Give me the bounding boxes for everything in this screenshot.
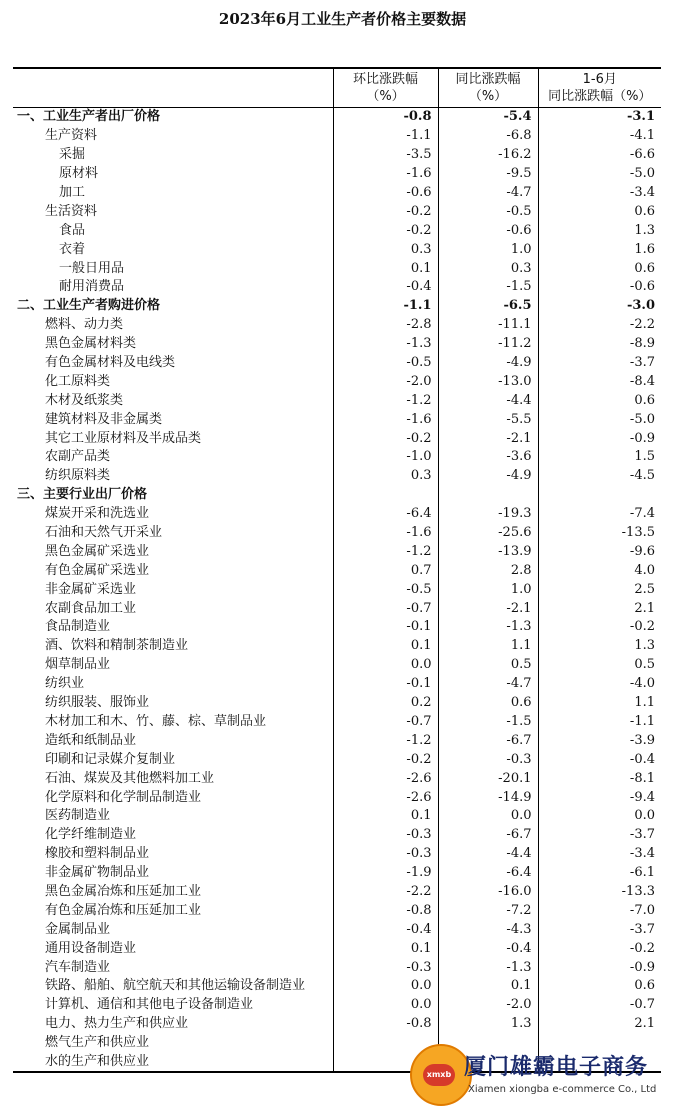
row-ytd-value: -9.6: [538, 542, 661, 561]
table-row: [13, 580, 661, 599]
row-ytd-value: 0.0: [538, 807, 661, 826]
row-mom-value: -1.2: [333, 391, 438, 410]
row-label: 黑色金属冶炼和压延加工业: [45, 883, 202, 899]
company-watermark: [388, 1040, 685, 1112]
row-ytd-value: 1.5: [538, 448, 661, 467]
watermark-company-name: 厦门雄霸电子商务: [464, 1055, 649, 1080]
row-label: 生产资料: [45, 128, 98, 144]
row-label: 农副食品加工业: [45, 600, 137, 616]
row-yoy-value: -0.6: [438, 221, 538, 240]
row-mom-value: -0.3: [333, 826, 438, 845]
row-label: 化学原料和化学制品制造业: [45, 789, 202, 805]
row-mom-value: 0.0: [333, 977, 438, 996]
row-mom-value: -0.2: [333, 202, 438, 221]
row-mom-value: -0.4: [333, 920, 438, 939]
row-label: 燃气生产和供应业: [45, 1035, 150, 1051]
table-row: [13, 713, 661, 732]
row-yoy-value: [438, 486, 538, 505]
row-mom-value: -1.2: [333, 542, 438, 561]
row-label: 石油和天然气开采业: [45, 525, 163, 541]
row-mom-value: -0.1: [333, 618, 438, 637]
row-yoy-value: -25.6: [438, 524, 538, 543]
row-ytd-value: 4.0: [538, 561, 661, 580]
row-yoy-value: -4.9: [438, 467, 538, 486]
row-yoy-value: -1.5: [438, 713, 538, 732]
row-yoy-value: -7.2: [438, 901, 538, 920]
row-yoy-value: -13.9: [438, 542, 538, 561]
table-row: [13, 694, 661, 713]
row-label: 橡胶和塑料制品业: [45, 846, 150, 862]
row-ytd-value: -13.5: [538, 524, 661, 543]
row-ytd-value: -0.2: [538, 618, 661, 637]
row-mom-value: -0.8: [333, 1015, 438, 1034]
table-row: [13, 807, 661, 826]
row-yoy-value: -1.3: [438, 618, 538, 637]
table-row: [13, 202, 661, 221]
row-label: 化工原料类: [45, 373, 111, 389]
row-yoy-value: 0.0: [438, 807, 538, 826]
row-yoy-value: -5.4: [438, 108, 538, 127]
table-row: [13, 505, 661, 524]
row-mom-value: -1.6: [333, 410, 438, 429]
row-yoy-value: -2.1: [438, 429, 538, 448]
row-label: 纺织业: [45, 676, 85, 692]
row-label: 化学纤维制造业: [45, 827, 137, 843]
row-mom-value: -1.6: [333, 524, 438, 543]
table-row: [13, 939, 661, 958]
row-mom-value: [333, 486, 438, 505]
row-mom-value: -1.9: [333, 864, 438, 883]
row-mom-value: -2.6: [333, 788, 438, 807]
row-mom-value: -2.0: [333, 372, 438, 391]
table-body: [13, 108, 661, 1073]
row-yoy-value: -6.8: [438, 127, 538, 146]
row-mom-value: 0.1: [333, 939, 438, 958]
table-row: [13, 561, 661, 580]
table-row: [13, 486, 661, 505]
header-yoy-label: 同比涨跌幅: [455, 72, 521, 87]
row-label: 非金属矿物制品业: [45, 865, 150, 881]
row-yoy-value: -6.5: [438, 297, 538, 316]
table-row: [13, 656, 661, 675]
row-mom-value: -0.7: [333, 599, 438, 618]
row-label: 有色金属材料及电线类: [45, 355, 176, 371]
row-mom-value: -2.2: [333, 883, 438, 902]
header-mom: [333, 68, 438, 108]
row-mom-value: 0.7: [333, 561, 438, 580]
header-mom-label: 环比涨跌幅: [352, 72, 418, 87]
row-mom-value: -1.3: [333, 335, 438, 354]
table-row: [13, 996, 661, 1015]
row-mom-value: 0.1: [333, 259, 438, 278]
row-label: 一、工业生产者出厂价格: [17, 109, 161, 125]
row-mom-value: -0.6: [333, 184, 438, 203]
table-row: [13, 958, 661, 977]
row-mom-value: -2.6: [333, 769, 438, 788]
table-row: [13, 184, 661, 203]
row-label: 耐用消费品: [59, 279, 125, 295]
row-mom-value: -0.5: [333, 580, 438, 599]
row-ytd-value: -9.4: [538, 788, 661, 807]
row-ytd-value: [538, 486, 661, 505]
row-label: 二、工业生产者购进价格: [17, 298, 161, 314]
row-label: 黑色金属材料类: [45, 336, 137, 352]
table-row: [13, 240, 661, 259]
row-label: 金属制品业: [45, 921, 111, 937]
row-mom-value: -1.6: [333, 165, 438, 184]
row-label: 水的生产和供应业: [13, 1053, 333, 1073]
row-label: 烟草制品业: [45, 657, 111, 673]
table-row: [13, 429, 661, 448]
table-row: [13, 845, 661, 864]
row-ytd-value: -13.3: [538, 883, 661, 902]
table-row: [13, 920, 661, 939]
row-ytd-value: 2.5: [538, 580, 661, 599]
row-ytd-value: -3.4: [538, 184, 661, 203]
row-label: 加工: [59, 185, 86, 200]
row-ytd-value: -4.1: [538, 127, 661, 146]
row-mom-value: -1.1: [333, 127, 438, 146]
table-row: [13, 316, 661, 335]
table-row: [13, 826, 661, 845]
row-label: 食品: [59, 222, 86, 238]
table-row: [13, 297, 661, 316]
row-label: 铁路、船舶、航空航天和其他运输设备制造业: [45, 978, 306, 994]
row-yoy-value: -16.0: [438, 883, 538, 902]
row-ytd-value: 0.6: [538, 259, 661, 278]
row-yoy-value: -6.7: [438, 731, 538, 750]
row-ytd-value: -8.1: [538, 769, 661, 788]
row-yoy-value: -20.1: [438, 769, 538, 788]
row-label: 电力、热力生产和供应业: [45, 1016, 189, 1032]
row-yoy-value: -13.0: [438, 372, 538, 391]
row-ytd-value: 2.1: [538, 1015, 661, 1034]
table-row: [13, 750, 661, 769]
row-yoy-value: -4.7: [438, 675, 538, 694]
row-ytd-value: -2.2: [538, 316, 661, 335]
row-ytd-value: -3.9: [538, 731, 661, 750]
row-yoy-value: -0.3: [438, 750, 538, 769]
row-yoy-value: -14.9: [438, 788, 538, 807]
row-ytd-value: 2.1: [538, 599, 661, 618]
table-row: [13, 901, 661, 920]
row-ytd-value: -8.9: [538, 335, 661, 354]
row-label: 印刷和记录媒介复制业: [45, 751, 176, 767]
row-ytd-value: -4.0: [538, 675, 661, 694]
row-mom-value: 0.1: [333, 637, 438, 656]
row-ytd-value: -0.9: [538, 958, 661, 977]
row-ytd-value: -0.6: [538, 278, 661, 297]
row-label: 生活资料: [45, 203, 98, 219]
row-yoy-value: -6.4: [438, 864, 538, 883]
row-ytd-value: 1.6: [538, 240, 661, 259]
table-row: [13, 524, 661, 543]
row-ytd-value: 0.6: [538, 391, 661, 410]
row-ytd-value: -8.4: [538, 372, 661, 391]
row-yoy-value: -4.4: [438, 845, 538, 864]
row-yoy-value: -11.2: [438, 335, 538, 354]
table-row: [13, 354, 661, 373]
row-mom-value: -3.5: [333, 146, 438, 165]
row-yoy-value: -2.0: [438, 996, 538, 1015]
row-ytd-value: 0.5: [538, 656, 661, 675]
table-row: [13, 542, 661, 561]
table-row: [13, 448, 661, 467]
row-mom-value: -0.2: [333, 429, 438, 448]
row-ytd-value: -3.0: [538, 297, 661, 316]
row-label: 非金属矿采选业: [45, 581, 137, 597]
row-mom-value: -1.2: [333, 731, 438, 750]
row-label: 有色金属冶炼和压延加工业: [45, 902, 202, 918]
row-ytd-value: -3.1: [538, 108, 661, 127]
table-row: [13, 637, 661, 656]
table-row: [13, 391, 661, 410]
row-label: 一般日用品: [59, 260, 125, 276]
row-yoy-value: 0.1: [438, 977, 538, 996]
table-row: [13, 977, 661, 996]
row-label: 采掘: [59, 147, 86, 163]
header-mom-unit: （%）: [366, 89, 405, 104]
row-yoy-value: 1.1: [438, 637, 538, 656]
row-ytd-value: -0.7: [538, 996, 661, 1015]
row-ytd-value: 1.1: [538, 694, 661, 713]
row-yoy-value: 1.0: [438, 240, 538, 259]
row-mom-value: -0.7: [333, 713, 438, 732]
header-yoy: [438, 68, 538, 108]
table-row: [13, 146, 661, 165]
row-ytd-value: 0.6: [538, 202, 661, 221]
row-ytd-value: -3.7: [538, 920, 661, 939]
table-row: [13, 372, 661, 391]
row-yoy-value: -1.5: [438, 278, 538, 297]
row-ytd-value: -6.1: [538, 864, 661, 883]
watermark-company-english: Xiamen xiongba e-commerce Co., Ltd: [468, 1084, 657, 1095]
row-label: 纺织服装、服饰业: [45, 695, 150, 711]
row-yoy-value: -4.3: [438, 920, 538, 939]
row-ytd-value: -0.4: [538, 750, 661, 769]
row-label: 汽车制造业: [45, 959, 111, 975]
row-yoy-value: -3.6: [438, 448, 538, 467]
table-row: [13, 883, 661, 902]
table-header: [13, 68, 661, 108]
table-row: [13, 618, 661, 637]
ppi-data-table: [13, 67, 661, 1073]
row-yoy-value: -19.3: [438, 505, 538, 524]
row-ytd-value: -5.0: [538, 410, 661, 429]
row-label: 有色金属矿采选业: [45, 562, 150, 578]
row-label: 造纸和纸制品业: [45, 732, 137, 748]
row-mom-value: 0.3: [333, 467, 438, 486]
table-row: [13, 259, 661, 278]
row-label: 医药制造业: [45, 808, 111, 824]
row-mom-value: -0.1: [333, 675, 438, 694]
table-row: [13, 467, 661, 486]
row-yoy-value: -0.5: [438, 202, 538, 221]
header-item-column: [13, 68, 333, 108]
row-mom-value: -0.8: [333, 901, 438, 920]
table-row: [13, 221, 661, 240]
row-label: 原材料: [59, 166, 99, 182]
header-yoy-unit: （%）: [468, 89, 508, 104]
row-mom-value: -6.4: [333, 505, 438, 524]
row-ytd-value: -6.6: [538, 146, 661, 165]
header-ytd-period: 1-6月: [582, 72, 617, 87]
page-title: 2023年6月工业生产者价格主要数据: [218, 10, 467, 28]
row-label: 黑色金属矿采选业: [45, 543, 150, 559]
row-ytd-value: -0.2: [538, 939, 661, 958]
row-ytd-value: -3.4: [538, 845, 661, 864]
row-yoy-value: -6.7: [438, 826, 538, 845]
table-row: [13, 127, 661, 146]
table-row: [13, 769, 661, 788]
row-ytd-value: 1.3: [538, 221, 661, 240]
row-mom-value: -0.3: [333, 845, 438, 864]
row-yoy-value: 0.5: [438, 656, 538, 675]
row-label: 煤炭开采和洗选业: [45, 506, 150, 522]
row-label: 木材及纸浆类: [45, 392, 124, 408]
row-label: 计算机、通信和其他电子设备制造业: [45, 997, 254, 1013]
logo-badge: xmxb: [423, 1064, 455, 1086]
table-row: [13, 1015, 661, 1034]
row-ytd-value: -7.4: [538, 505, 661, 524]
row-ytd-value: -0.9: [538, 429, 661, 448]
row-label: 木材加工和木、竹、藤、棕、草制品业: [45, 713, 267, 729]
table-row: [13, 278, 661, 297]
row-ytd-value: 0.6: [538, 977, 661, 996]
table-row: [13, 165, 661, 184]
row-ytd-value: -5.0: [538, 165, 661, 184]
row-ytd-value: -3.7: [538, 826, 661, 845]
row-yoy-value: -2.1: [438, 599, 538, 618]
row-yoy-value: -4.7: [438, 184, 538, 203]
row-ytd-value: 1.3: [538, 637, 661, 656]
row-mom-value: -2.8: [333, 316, 438, 335]
table-row: [13, 731, 661, 750]
header-ytd-label: 同比涨跌幅（%）: [548, 89, 652, 104]
row-label: 食品制造业: [45, 619, 111, 635]
row-yoy-value: -5.5: [438, 410, 538, 429]
row-ytd-value: -4.5: [538, 467, 661, 486]
row-mom-value: -0.8: [333, 108, 438, 127]
row-yoy-value: -0.4: [438, 939, 538, 958]
row-yoy-value: 0.6: [438, 694, 538, 713]
row-mom-value: -0.3: [333, 958, 438, 977]
row-mom-value: -1.0: [333, 448, 438, 467]
row-mom-value: 0.0: [333, 656, 438, 675]
row-label: 衣着: [59, 241, 86, 257]
table-row: [13, 788, 661, 807]
table-row: [13, 410, 661, 429]
row-yoy-value: -4.4: [438, 391, 538, 410]
table-row: [13, 675, 661, 694]
row-label: 建筑材料及非金属类: [45, 411, 163, 427]
row-yoy-value: -11.1: [438, 316, 538, 335]
table-row: [13, 599, 661, 618]
row-yoy-value: -9.5: [438, 165, 538, 184]
row-mom-value: -0.2: [333, 750, 438, 769]
row-ytd-value: -1.1: [538, 713, 661, 732]
row-mom-value: -0.5: [333, 354, 438, 373]
row-yoy-value: 1.0: [438, 580, 538, 599]
row-label: 石油、煤炭及其他燃料加工业: [45, 770, 215, 786]
row-yoy-value: -16.2: [438, 146, 538, 165]
row-mom-value: 0.1: [333, 807, 438, 826]
row-label: 三、主要行业出厂价格: [17, 487, 148, 503]
row-yoy-value: -4.9: [438, 354, 538, 373]
row-label: 农副产品类: [45, 449, 111, 465]
row-mom-value: 0.0: [333, 996, 438, 1015]
row-ytd-value: -3.7: [538, 354, 661, 373]
table-row: [13, 335, 661, 354]
row-ytd-value: -7.0: [538, 901, 661, 920]
row-label: 其它工业原材料及半成品类: [45, 430, 202, 446]
row-label: 纺织原料类: [45, 468, 111, 484]
row-mom-value: -1.1: [333, 297, 438, 316]
row-yoy-value: 1.3: [438, 1015, 538, 1034]
row-mom-value: -0.4: [333, 278, 438, 297]
row-label: 酒、饮料和精制茶制造业: [45, 638, 189, 654]
row-yoy-value: 0.3: [438, 259, 538, 278]
table-row: [13, 864, 661, 883]
table-row: [13, 108, 661, 127]
row-yoy-value: -1.3: [438, 958, 538, 977]
header-ytd: [538, 68, 661, 108]
row-mom-value: 0.3: [333, 240, 438, 259]
row-mom-value: -0.2: [333, 221, 438, 240]
row-yoy-value: 2.8: [438, 561, 538, 580]
row-label: 通用设备制造业: [45, 940, 137, 956]
row-label: 燃料、动力类: [45, 317, 124, 333]
row-mom-value: 0.2: [333, 694, 438, 713]
